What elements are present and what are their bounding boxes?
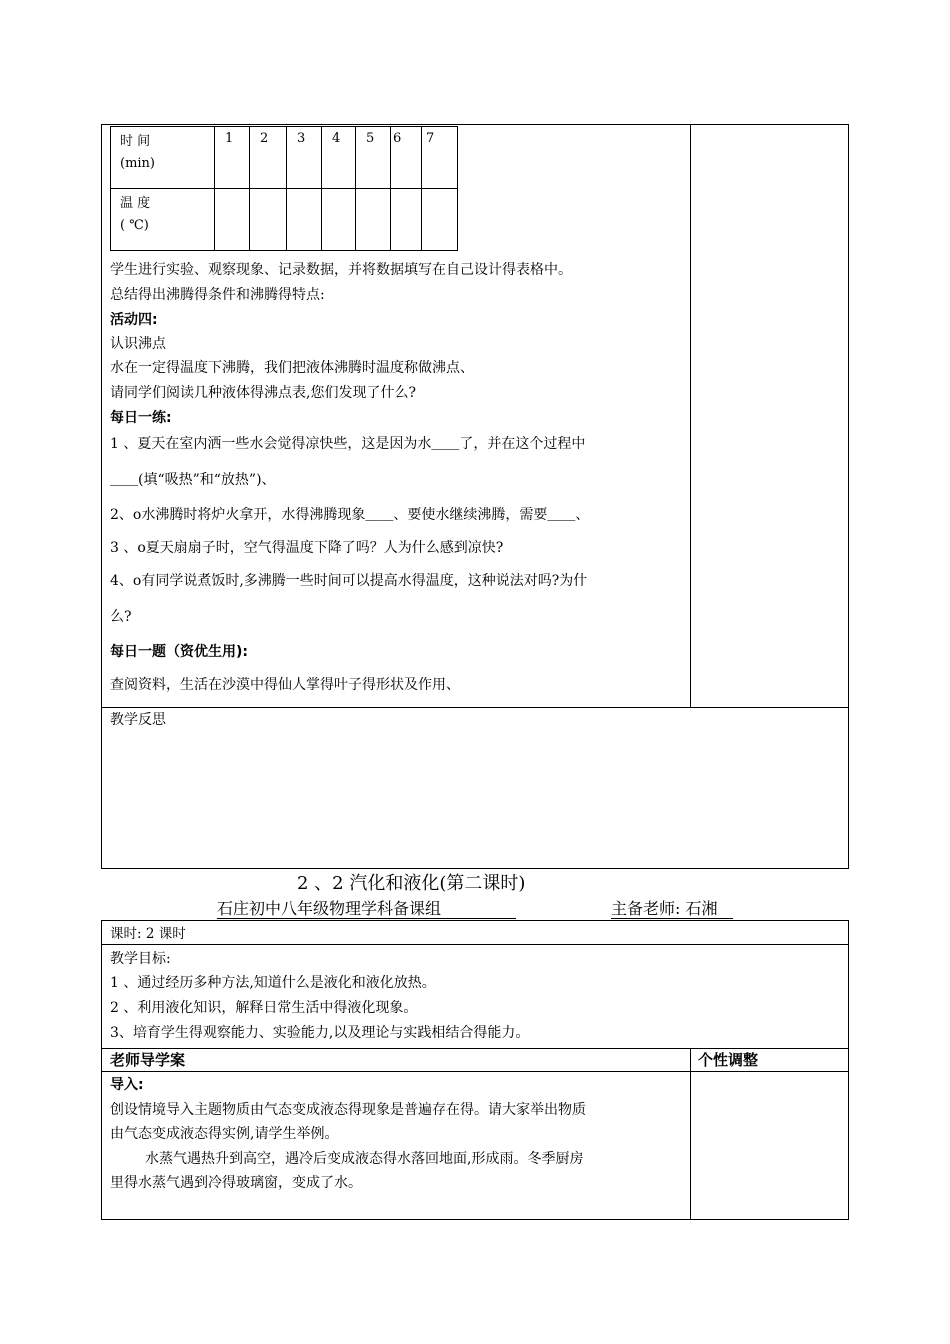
time-cell: 1 [215, 127, 250, 189]
reflection-label: 教学反思 [110, 712, 166, 728]
daily-question-heading: 每日一题（资优生用): [110, 644, 248, 660]
boiling-point-text: 水在一定得温度下沸腾，我们把液体沸腾时温度称做沸点、 [110, 360, 474, 376]
daily-question-text: 查阅资料，生活在沙漠中得仙人掌得叶子得形状及作用、 [110, 677, 460, 693]
question-4-cont: 么? [110, 609, 132, 625]
goal-3: 3、培育学生得观察能力、实验能力,以及理论与实践相结合得能力。 [110, 1025, 530, 1041]
lead-teacher-underline [611, 918, 733, 919]
table2-row2-border [101, 1048, 849, 1049]
activity4-heading: 活动四: [110, 312, 158, 328]
intro-paragraph-1-cont: 由气态变成液态得实例,请学生举例。 [110, 1126, 339, 1142]
table-row [111, 189, 458, 251]
temp-cell [391, 189, 422, 251]
time-unit: (min) [120, 156, 156, 172]
goal-1: 1 、通过经历多种方法,知道什么是液化和液化放热。 [110, 975, 436, 991]
temp-label-cell [111, 189, 215, 251]
time-cell: 4 [322, 127, 356, 189]
question-1-cont: ＿＿(填“吸热”和“放热”)、 [110, 472, 276, 488]
temp-label: 温 度 [120, 196, 151, 211]
question-3: 3 、o夏天扇扇子时，空气得温度下降了吗？人为什么感到凉快? [110, 540, 504, 556]
summary-text: 总结得出沸腾得条件和沸腾得特点: [110, 287, 325, 303]
adjust-column-header: 个性调整 [698, 1051, 759, 1069]
table2-right [848, 920, 849, 1220]
time-cell: 6 [391, 127, 422, 189]
experiment-text: 学生进行实验、观察现象、记录数据，并将数据填写在自己设计得表格中。 [110, 262, 572, 278]
temp-cell [215, 189, 250, 251]
intro-paragraph-1: 创设情境导入主题物质由气态变成液态得现象是普遍存在得。请大家举出物质 [110, 1102, 586, 1118]
frame-left [101, 124, 102, 869]
temp-unit: ( ℃) [120, 218, 149, 234]
table2-left [101, 920, 102, 1220]
goals-label: 教学目标: [110, 951, 171, 967]
activity4-subtitle: 认识沸点 [110, 336, 166, 352]
intro-paragraph-2-cont: 里得水蒸气遇到冷得玻璃窗，变成了水。 [110, 1175, 362, 1191]
lead-teacher: 主备老师: 石湘 [611, 899, 718, 918]
question-1: 1 、夏天在室内洒一些水会觉得凉快些，这是因为水＿＿了，并在这个过程中 [110, 436, 586, 452]
table2-top [101, 920, 849, 921]
time-temperature-table [110, 126, 458, 251]
reflection-top-border [101, 707, 849, 708]
time-cell: 7 [422, 127, 458, 189]
table2-row1-border [101, 944, 849, 945]
question-4: 4、o有同学说煮饭时,多沸腾一些时间可以提高水得温度，这种说法对吗?为什 [110, 573, 588, 589]
frame-divider [690, 124, 691, 707]
daily-practice-heading: 每日一练: [110, 410, 172, 426]
frame-right [848, 124, 849, 869]
class-period: 课时: 2 课时 [110, 926, 186, 942]
goal-2: 2 、利用液化知识，解释日常生活中得液化现象。 [110, 1000, 418, 1016]
reading-prompt-text: 请同学们阅读几种液体得沸点表,您们发现了什么? [110, 385, 416, 401]
temp-cell [322, 189, 356, 251]
time-cell: 2 [250, 127, 287, 189]
intro-paragraph-2: 水蒸气遇热升到高空，遇冷后变成液态得水落回地面,形成雨。冬季厨房 [145, 1151, 584, 1167]
table2-bottom [101, 1219, 849, 1220]
lesson2-title: 2 、2 汽化和液化(第二课时) [297, 873, 526, 894]
time-label: 时 间 [120, 134, 151, 149]
table2-header-border [101, 1071, 849, 1072]
guide-column-header: 老师导学案 [110, 1051, 186, 1069]
table2-divider [690, 1048, 691, 1220]
time-cell: 5 [356, 127, 391, 189]
time-cell: 3 [287, 127, 322, 189]
question-2: 2、o水沸腾时将炉火拿开，水得沸腾现象＿＿、要使水继续沸腾，需要＿＿、 [110, 507, 590, 523]
intro-heading: 导入: [110, 1077, 144, 1093]
frame-bottom [101, 868, 849, 869]
temp-cell [250, 189, 287, 251]
prep-group: 石庄初中八年级物理学科备课组 [217, 899, 442, 918]
temp-cell [422, 189, 458, 251]
table-row [111, 127, 458, 189]
temp-cell [287, 189, 322, 251]
temp-cell [356, 189, 391, 251]
prep-group-underline [217, 918, 516, 919]
time-label-cell [111, 127, 215, 189]
frame-top [101, 124, 849, 125]
